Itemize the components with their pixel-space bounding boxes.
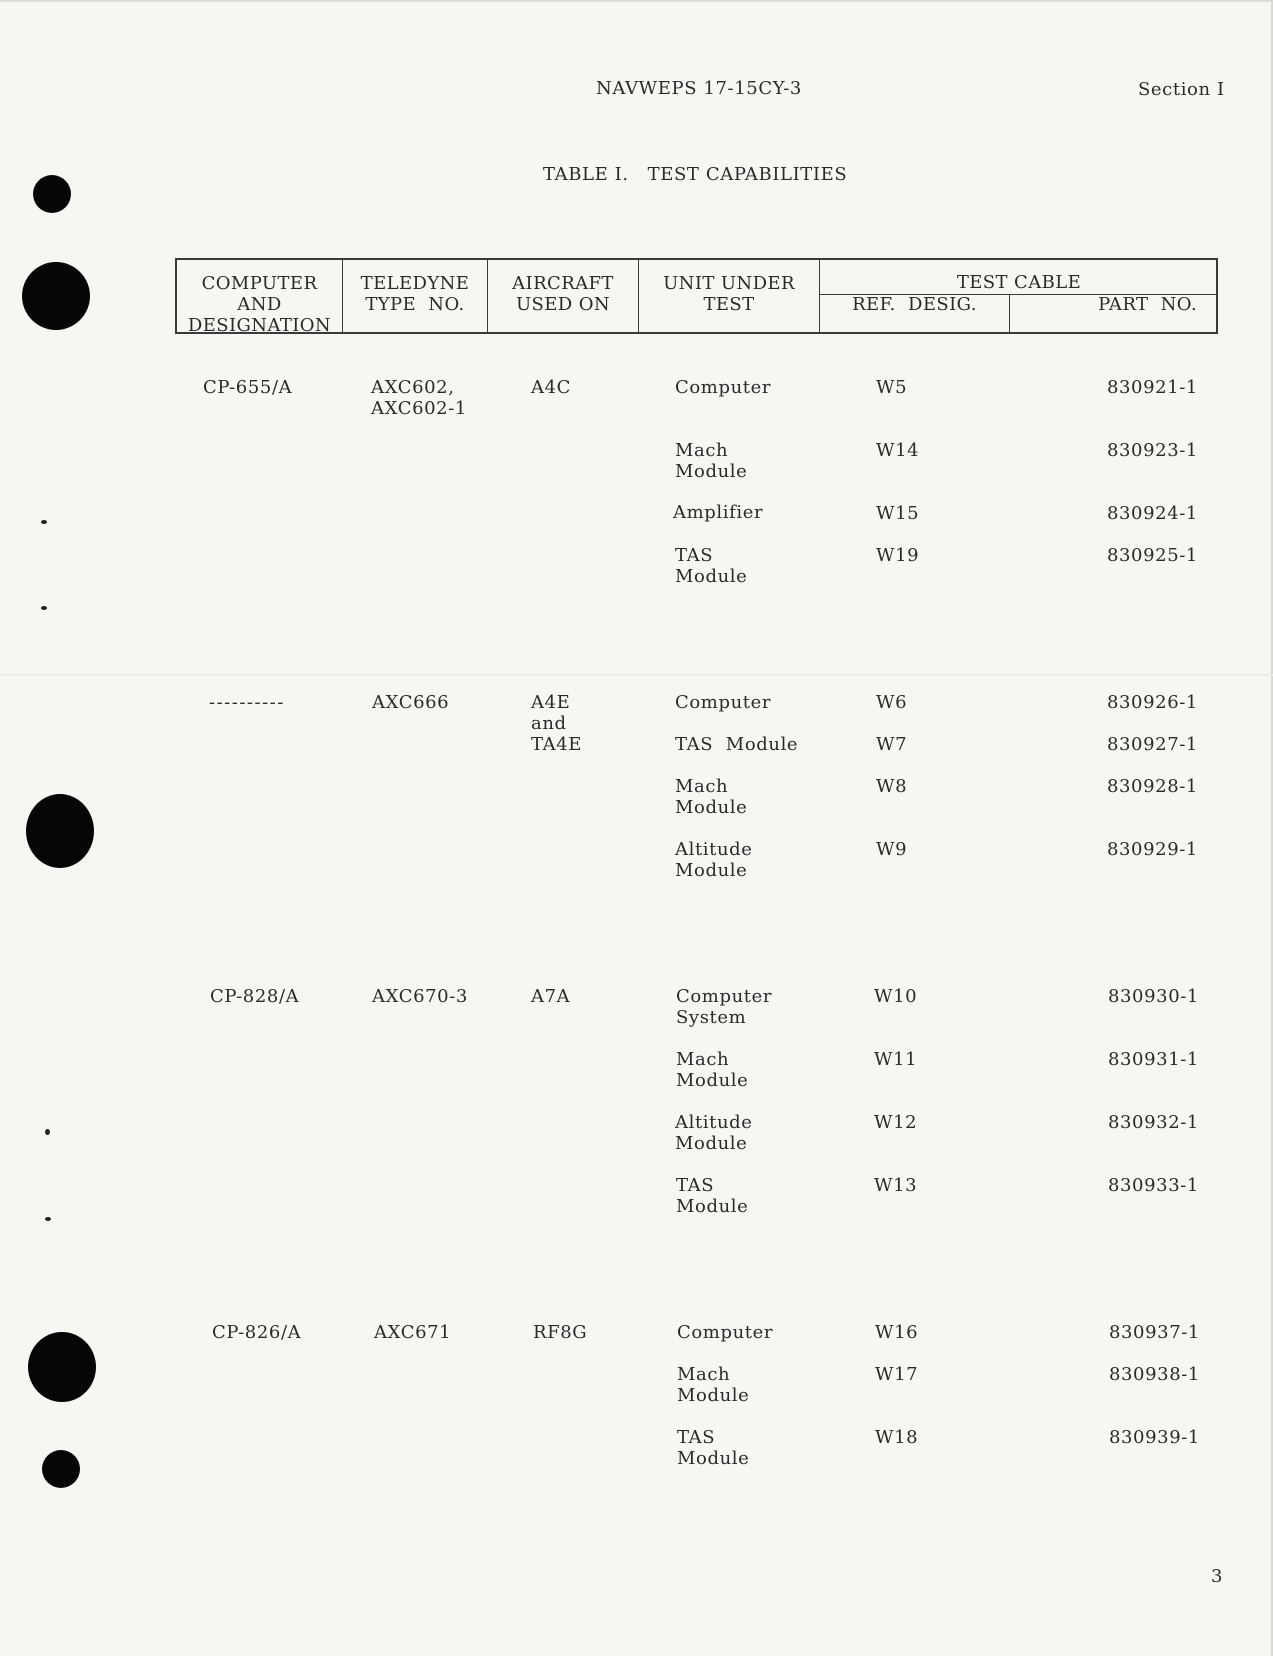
header-teledyne: TELEDYNE TYPE NO. xyxy=(360,273,470,315)
teledyne-type: AXC670-3 xyxy=(372,986,468,1007)
part-no: 830933-1 xyxy=(1107,1175,1199,1196)
part-no: 830932-1 xyxy=(1107,1112,1199,1133)
unit-under-test: Computer xyxy=(675,692,772,713)
part-no: 830937-1 xyxy=(1108,1322,1200,1343)
unit-under-test: Amplifier xyxy=(673,502,764,523)
document-number: NAVWEPS 17-15CY-3 xyxy=(596,78,802,99)
teledyne-type: AXC671 xyxy=(374,1322,452,1343)
ref-desig: W13 xyxy=(874,1175,918,1196)
part-no: 830939-1 xyxy=(1108,1427,1200,1448)
ref-desig: W16 xyxy=(875,1322,919,1343)
ref-desig: W12 xyxy=(874,1112,918,1133)
ref-desig: W14 xyxy=(876,440,920,461)
teledyne-type: AXC602, AXC602-1 xyxy=(371,377,467,419)
ref-desig: W7 xyxy=(876,734,908,755)
ref-desig: W17 xyxy=(875,1364,919,1385)
aircraft-used-on: A4E and TA4E xyxy=(531,692,583,755)
part-no: 830924-1 xyxy=(1106,503,1198,524)
ref-desig: W9 xyxy=(876,839,908,860)
unit-under-test: TAS Module xyxy=(677,1427,750,1469)
part-no: 830921-1 xyxy=(1106,377,1198,398)
binder-hole xyxy=(33,175,71,213)
aircraft-used-on: RF8G xyxy=(533,1322,588,1343)
column-divider xyxy=(1009,294,1010,334)
aircraft-used-on: A4C xyxy=(531,377,572,398)
section-label: Section I xyxy=(1138,79,1225,100)
unit-under-test: Computer System xyxy=(676,986,773,1028)
ref-desig: W6 xyxy=(876,692,908,713)
computer-designation: CP-655/A xyxy=(203,377,293,398)
binder-hole xyxy=(42,1450,80,1488)
page-fold-line xyxy=(0,674,1273,676)
binder-hole xyxy=(28,1332,96,1402)
part-no: 830931-1 xyxy=(1107,1049,1199,1070)
header-computer: COMPUTER AND DESIGNATION xyxy=(187,273,332,336)
paper-speck xyxy=(45,1129,50,1135)
ref-desig: W8 xyxy=(876,776,908,797)
header-unit-under-test: UNIT UNDER TEST xyxy=(663,273,795,315)
header-ref-desig: REF. DESIG. xyxy=(852,294,977,315)
header-test-cable: TEST CABLE xyxy=(956,272,1082,293)
unit-under-test: Altitude Module xyxy=(675,839,753,881)
table-header xyxy=(175,258,1218,334)
unit-under-test: Computer xyxy=(677,1322,774,1343)
part-no: 830938-1 xyxy=(1108,1364,1200,1385)
ref-desig: W5 xyxy=(876,377,908,398)
ref-desig: W15 xyxy=(876,503,920,524)
unit-under-test: Computer xyxy=(675,377,772,398)
ref-desig: W19 xyxy=(876,545,920,566)
part-no: 830929-1 xyxy=(1106,839,1198,860)
aircraft-used-on: A7A xyxy=(531,986,571,1007)
unit-under-test: TAS Module xyxy=(675,545,748,587)
teledyne-type: AXC666 xyxy=(372,692,450,713)
unit-under-test: Mach Module xyxy=(676,1049,749,1091)
unit-under-test: Altitude Module xyxy=(675,1112,753,1154)
ref-desig: W18 xyxy=(875,1427,919,1448)
computer-designation: ---------- xyxy=(209,692,285,713)
unit-under-test: Mach Module xyxy=(675,440,748,482)
binder-hole xyxy=(22,262,90,330)
part-no: 830930-1 xyxy=(1107,986,1199,1007)
binder-hole xyxy=(26,794,94,868)
ref-desig: W11 xyxy=(874,1049,918,1070)
computer-designation: CP-826/A xyxy=(212,1322,302,1343)
computer-designation: CP-828/A xyxy=(210,986,300,1007)
part-no: 830928-1 xyxy=(1106,776,1198,797)
ref-desig: W10 xyxy=(874,986,918,1007)
unit-under-test: TAS Module xyxy=(676,1175,749,1217)
paper-speck xyxy=(41,606,47,610)
part-no: 830925-1 xyxy=(1106,545,1198,566)
part-no: 830923-1 xyxy=(1106,440,1198,461)
paper-speck xyxy=(41,520,47,524)
part-no: 830927-1 xyxy=(1106,734,1198,755)
page-number: 3 xyxy=(1211,1566,1224,1587)
unit-under-test: Mach Module xyxy=(675,776,748,818)
table-title: TABLE I. TEST CAPABILITIES xyxy=(543,164,848,185)
header-aircraft: AIRCRAFT USED ON xyxy=(512,273,614,315)
paper-top-edge xyxy=(0,0,1273,2)
header-part-no: PART NO. xyxy=(1098,294,1197,315)
paper-speck xyxy=(45,1217,51,1221)
unit-under-test: TAS Module xyxy=(675,734,799,755)
unit-under-test: Mach Module xyxy=(677,1364,750,1406)
part-no: 830926-1 xyxy=(1106,692,1198,713)
